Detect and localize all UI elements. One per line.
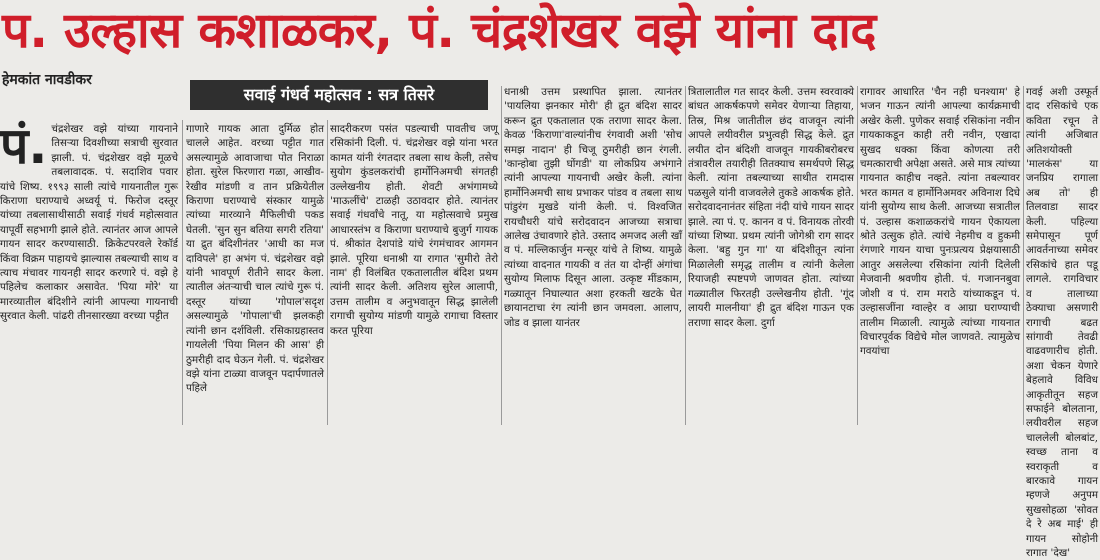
column-6-text: रागावर आधारित 'चैन नही घनश्याम' हे भजन गाऊन त्यांनी आपल्या कार्यक्रमाची अखेर केली. पुणेकर सवाई रसिकांना नवीन गायकाकडून काही तरी नवीन, एखादा सुखद धक्का किंवा कोणत्या तरी चमत्काराची अपेक्षा असते. असे मात्र त्यांच्या गायनात काहीच नव्हते. त्यांना तबल्यावर भरत कामत व हार्मोनिअमवर अविनाश दिघे यांनी सुयोग्य साथ केली. आजच्या सत्रातील पं. उल्हास कशाळकरांचे गायन ऐकायला श्रोते उत्सुक होते. त्यांचे नेहमीच व हुकमी रंगणारे गायन याचा पुनःप्रत्यय प्रेक्षयासाठी आतुर असलेल्या रसिकांना त्यांनी दिलेली मेजवानी श्रवणीय होती. पं. गजाननबुवा जोशी व पं. राम मराठे यांच्याकडून पं. उल्हासजींना ग्वाल्हेर व आग्रा घराण्याची तालीम मिळाली. त्यामुळे त्यांच्या गायनात विचारपूर्वक विद्येचे मोल जाणवते. त्यामुळेच गवयांचा (860, 86, 1020, 358)
article-column-5 (688, 85, 854, 425)
column-3-text: सादरीकरण पसंत पडल्याची पावतीच जणू रसिकांनी दिली. पं. चंद्रशेखर वझे यांना भरत कामत यांनी रंगतदार तबला साथ केली, तसेच सुयोग कुंडलकरांची हार्मोनिअमची संगतही उल्लेखनीय होती. शेवटी अभंगामध्ये 'माऊलींचे' टाळही उठावदार होते. त्यानंतर सवाई गंधर्वांचे नातू, या महोत्सवाचे प्रमुख आधारस्तंभ व किराणा घराण्याचे बुजुर्ग गायक पं. श्रीकांत देशपांडे यांचे रंगमंचावर आगमन झाले. पूरिया धनाश्री या रागात 'सुमीरो तेरो नाम' ही विलंबित एकतालातील बंदिश प्रथम त्यांनी सादर केली. अतिशय सुरेल आलापी, उत्तम तालीम व अनुभवातून सिद्ध झालेली रागाची सुयोग्य मांडणी यामुळे रागाचा विस्तार करत पूरिया (330, 123, 498, 337)
column-divider (327, 120, 328, 425)
article-column-3 (330, 122, 498, 425)
column-5-text: त्रितालातील गत सादर केली. उत्तम स्वरवाक्ये बांधत आकर्षकपणे समेवर येणाऱ्या तिहाया, तिस्र, मिश्र जातीतील छंद वाजवून त्यांनी आपले लयीवरील प्रभुत्वही सिद्ध केले. द्रुत लयीत दोन बंदिशी वाजवून गायकीबरोबरच तंत्रावरील तयारीही तितक्याच समर्थपणे सिद्ध केली. त्यांना तबल्याच्या साथीत रामदास पळसुले यांनी वाजवलेले तुकडे आकर्षक होते. सरोदवादनानंतर संहिता नंदी यांचे गायन सादर झाले. त्या पं. ए. कानन व पं. विनायक तोरवी यांच्या शिष्या. प्रथम त्यांनी जोगेश्री राग सादर केला. 'बहु गुन गा' या बंदिशीतून त्यांना मिळालेली समृद्ध तालीम व त्यांनी केलेला रियाजही स्पष्टपणे जाणवत होता. त्यांच्या गळ्यातील फिरतही उल्लेखनीय होती. 'गूंद लायरी मालनीया' ही द्रुत बंदिश गाऊन एक तराणा सादर केला. दुर्गा (688, 86, 854, 329)
article-column-7 (1026, 85, 1098, 559)
column-2-text: गाणारे गायक आता दुर्मिळ होत चालले आहेत. वरच्या पट्टीत गात असल्यामुळे आवाजाचा पोत निराळा होता. सुरेल फिरणारा गळा, आखीव-रेखीव मांडणी व तान प्रक्रियेतील किराणा घराण्याचे संस्कार यामुळे त्यांच्या मारव्याने मैफिलीची पकड घेतली. 'सुन सुन बतिया सगरी रतिया' या द्रुत बंदिशीनंतर 'आधी का मज दाविपले' हा अभंग पं. चंद्रशेखर वझे यांनी भावपूर्ण रीतीने सादर केला. त्यातील अंतऱ्याची चाल त्यांचे गुरू पं. दस्तूर यांच्या 'गोपाल'सदृश असल्यामुळे 'गोपाला'ची झलकही त्यांनी छान दर्शविली. रसिकाग्रहास्तव गायलेली 'पिया मिलन की आस' ही ठुमरीही दाद घेऊन गेली. पं. चंद्रशेखर वझे यांना टाळ्या वाजवून पदार्पणातले पहिले (186, 123, 324, 395)
column-7-text: गवई अशी उस्फूर्त दाद रसिकांचे एक कविता रचून ते त्यांनी अजिबात अतिशयोक्ती 'मालकंस' या जनप्रिय रागाला अब तो' ही तिलवाडा सादर केली. पहिल्या समेपासून पूर्ण आवर्तनाच्या समेवर रसिकांचे हात पडू लागले. रागविचार व तालाच्या ठेक्याचा असणारी रागाची बढत सांगावी तेवढी वाढवणारीच होती. अशा चेकन येणारे बेहलावे विविध आकृतीतून सहज सफाईने बोलताना, लयीवरील सहज चाललेली बोलबांट, स्वच्छ ताना व स्वराकृती व बारकावे गायन म्हणजे अनुपम सुखसोहळा 'सोवत दे रे अब माई' ही गायन सोहोनी रागात 'देख' (1026, 86, 1098, 559)
section-banner: सवाई गंधर्व महोत्सव : सत्र तिसरे (190, 80, 488, 110)
article-column-2 (186, 122, 324, 425)
column-4-text: धनाश्री उत्तम प्रस्थापित झाला. त्यानंतर 'पायलिया झनकार मोरी' ही द्रुत बंदिश सादर करून द्रुत एकतालात एक तराणा सादर केला. केवळ 'किराणा'वाल्यांनीच रंगवावी अशी 'सोच समझ नादान' ही चिजू ठुमरीही छान रंगली. 'कान्होबा तुझी घोंगडी' या लोकप्रिय अभंगाने त्यांनी आपल्या गायनाची अखेर केली. त्यांना हार्मोनिअमची साथ प्रभाकर पांडव व तबला साथ पांडुरंग मुखडे यांनी केली. पं. विश्वजित रायचौधरी यांचे सरोदवादन आजच्या सत्राचा आलेख उंचावणारे होते. उस्ताद अमजद अली खाँ व पं. मल्लिकार्जुन मन्सूर यांचे ते शिष्य. यामुळे त्यांच्या वादनात गायकी व तंत या दोन्हीं अंगांचा सुयोग्य मिलाफ दिसून आला. उत्कृष्ट मींडकाम, गळ्यातून निघाल्यात अशा हरकती खटके घेत छायानटाचा रंग त्यांनी छान जमवला. आलाप, जोड व झाला यानंतर (504, 86, 682, 329)
article-column-6 (860, 85, 1020, 425)
column-divider (857, 86, 858, 425)
column-divider (182, 120, 183, 425)
headline: प. उल्हास कशाळकर, पं. चंद्रशेखर वझे यांना दाद (2, 2, 876, 59)
article-column-1 (0, 117, 178, 425)
article-column-4 (504, 85, 682, 425)
column-divider (685, 86, 686, 425)
column-divider (501, 86, 502, 425)
dropcap: पं. (0, 117, 48, 175)
column-divider (1023, 86, 1024, 425)
column-1-text: चंद्रशेखर वझे यांच्या गायनाने तिसऱ्या दिवशीच्या सत्राची सुरवात झाली. पं. चंद्रशेखर वझे मूळचे तबलावादक. पं. सदाशिव पवार यांचे शिष्य. १९९३ साली त्यांचे गायनातील गुरू किराणा घराण्याचे अध्वर्यू पं. फिरोज दस्तूर यांच्या तबलासाथीसाठी सवाई गंधर्व महोत्सवात यापूर्वी सहभागी झाले होते. त्यानंतर आज आपले गायन सादर करण्यासाठी. क्रिकेटपरवले रेकॉर्ड किंवा विक्रम पाहायचे झाल्यास तबल्याची साथ व त्याच मंचावर गायनही सादर करणारे पं. वझे हे पहिलेच कलाकार असावेत. 'पिया मोरे' या मारव्यातील बंदिशीने त्यांनी आपल्या गायनाची सुरवात केली. पांढरी तीनसारख्या वरच्या पट्टीत (0, 123, 178, 323)
byline: हेमकांत नावडीकर (2, 72, 92, 88)
